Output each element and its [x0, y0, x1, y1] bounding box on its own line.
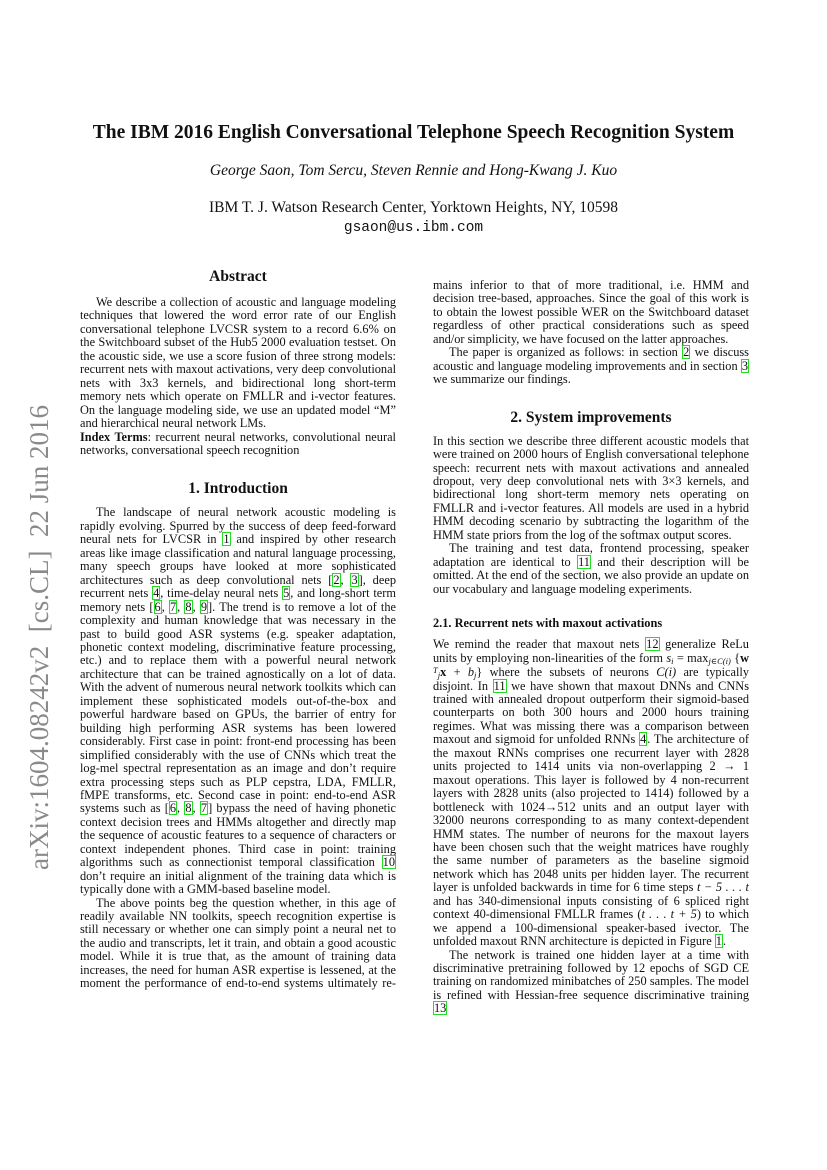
authors: George Saon, Tom Sercu, Steven Rennie and Hong-Kwang J. Kuo [209, 162, 618, 179]
text-run: The network is trained one hidden layer at a time with discriminative pretraining followed by 12 epochs of SGD CE training on randomized minibatches of 250 samples. The model is refined with Hessian-free sequence discriminative training [433, 947, 749, 1002]
text-run: { [730, 650, 741, 665]
text-run: We remind the reader that maxout nets [433, 637, 646, 652]
text-run: The above points beg the question whether, in this age of readily available NN toolkits, speech recognition expertise is still necessary or whether one can simply point a neural net to the audio and transcripts, let it train, and obtain a good acoustic model. While it is true that, as the amount of training data increases, the need for human ASR expertise is lessened, at the moment the performance of end-to-end systems ultimately re- [80, 895, 396, 991]
math: s [666, 650, 672, 665]
paragraph [433, 346, 749, 386]
paper-title: The IBM 2016 English Conversational Telephone Speech Recognition System [92, 122, 735, 143]
citation-link[interactable]: 4 [640, 732, 647, 747]
text-run: } where the subsets of neurons [476, 664, 657, 679]
text-run: ], deep recurrent nets [80, 572, 396, 601]
text-run: + [446, 664, 468, 679]
math-subscript: i [671, 655, 674, 666]
paragraph [433, 279, 749, 346]
math-subscript: j∈C(i) [708, 655, 731, 666]
text-run: and inspired by other research areas like image classification and natural language processing, many speech groups have looked at more sophisticated architectures such as deep convolutional nets [ [80, 532, 396, 587]
math: b [467, 664, 474, 679]
left-column [80, 268, 396, 991]
text-run: The landscape of neural network acoustic modeling is rapidly evolving. Spurred by the success of deep feed-forward neural nets for LVCSR in [80, 505, 396, 547]
paragraph [433, 435, 749, 543]
email[interactable]: gsaon@us.ibm.com [343, 220, 484, 236]
citation-link[interactable]: 10 [382, 855, 395, 870]
citation-link[interactable]: 6 [169, 801, 177, 816]
math: C(i) [656, 664, 677, 679]
index-terms [80, 431, 396, 458]
text-run: , [177, 801, 185, 816]
citation-link[interactable]: 2 [333, 572, 340, 587]
text-run: and has 340-dimensional inputs consisting of 6 spliced right context 40-dimensional FMLLR frames ( [433, 893, 749, 922]
text-run: The paper is organized as follows: in section [449, 345, 683, 360]
math-subscript: j [474, 669, 477, 680]
text-run: and their description will be omitted. At the end of the section, we also provide an update on our vocabulary and language modeling experiments. [433, 554, 749, 596]
text-run: ] bypass the need of having phonetic context decision trees and HMMs altogether and directly map the sequence of acoustic features to a sequence of characters or context independent phones. Third case in point: training algorithms such as connectionist temporal classification [80, 801, 397, 870]
text-run: , and long-short term memory nets [ [80, 586, 396, 614]
index-terms-text: : recurrent neural networks, convolutional neural networks, conversational speech recognition [80, 429, 396, 457]
system-improvements-heading: 2. System improvements [510, 408, 672, 426]
text-run: we have shown that maxout DNNs and CNNs trained with annealed dropout outperform their sigmoid-based counterparts on both 300 hours and 2000 hours training regimes. What was missing there was a comparison between maxout and sigmoid for unfolded RNNs [433, 678, 749, 747]
math-subscript: j [437, 669, 441, 680]
math: t . . . t + 5 [641, 907, 697, 922]
citation-link[interactable]: 5 [283, 586, 290, 601]
citation-link[interactable]: 9 [200, 599, 208, 614]
text-run: . [722, 934, 727, 949]
text-run: , [340, 572, 351, 587]
math-vector: w [740, 650, 750, 665]
maxout-body [433, 638, 749, 1016]
citation-link[interactable]: 3 [741, 358, 748, 373]
system-improvements-body [433, 435, 749, 596]
citation-link[interactable]: 12 [646, 637, 659, 652]
citation-link[interactable]: 11 [493, 678, 506, 693]
text-run: , [177, 599, 185, 614]
citation-link[interactable]: 1 [223, 532, 230, 547]
citation-link[interactable]: 13 [434, 1001, 447, 1016]
citation-link[interactable]: 3 [351, 572, 358, 587]
text-run: we discuss acoustic and language modeling improvements and in section [433, 345, 749, 373]
citation-link[interactable]: 7 [169, 599, 177, 614]
text-run: generalize ReLu units by employing non-linearities of the form [433, 637, 749, 665]
text-run: don’t require an initial alignment of the training data which is typically done with a GMM-based baseline model. [80, 868, 396, 897]
index-terms-label: Index Terms [80, 429, 148, 444]
right-column [433, 279, 749, 1016]
paragraph [80, 897, 396, 991]
citation-link[interactable]: 1 [715, 934, 722, 949]
paragraph [80, 506, 396, 896]
text-run: In this section we describe three different acoustic models that were trained on 2000 hours of English conversational telephone speech: recurrent nets with maxout activations and annealed dropout, very deep convolutional nets with 3×3 kernels, and bidirectional long short-term memory nets operating on FMLLR and i-vector features. All models are used in a hybrid HMM decoding scenario by subtracting the logarithm of the HMM state priors from the log of the softmax output scores. [433, 433, 749, 542]
arxiv-identifier: arXiv:1604.08242v2 [cs.CL] 22 Jun 2016 [24, 405, 54, 870]
paragraph [433, 542, 749, 596]
maxout-heading: 2.1. Recurrent nets with maxout activations [433, 616, 663, 631]
text-run: ) to which we append a 100-dimensional speaker-based ivector. The unfolded maxout RNN architecture is depicted in Figure [433, 907, 749, 949]
text-run: we summarize our findings. [433, 372, 571, 387]
text-run: , [192, 801, 200, 816]
intro-body [80, 506, 396, 990]
citation-link[interactable]: 4 [153, 586, 160, 601]
text-run: mains inferior to that of more traditional, i.e. HMM and decision tree-based, approaches. Since the goal of this work is to obtain the lowest possible WER on the Switchboard dataset regardless of other practical considerations such as speed and/or simplicity, we have focused on the latter approaches. [433, 278, 749, 346]
text-run: , [192, 599, 200, 614]
text-run: . The architecture of the maxout RNNs comprises one recurrent layer with 2828 units projected to 1414 units via non-overlapping 2 → 1 maxout operations. This layer is followed by 4 non-recurrent layers with 2828 units (also projected to 1414) followed by a bottleneck with 1024→512 units and an output layer with 32000 neurons corresponding to as many context-dependent HMM states. The number of neurons for the maxout layers have been chosen such that the weight matrices have roughly the same number of parameters as the baseline sigmoid network which has 2048 units per hidden layer. The recurrent layer is unfolded backwards in time for 6 time steps [433, 732, 750, 895]
text-run: are typically disjoint. In [433, 664, 750, 693]
citation-link[interactable]: 8 [185, 599, 192, 614]
paragraph [433, 949, 749, 1016]
intro-continued [433, 279, 749, 387]
abstract-heading: Abstract [209, 268, 267, 285]
citation-link[interactable]: 6 [154, 599, 161, 614]
text-run: ]. The trend is to remove a lot of the complexity and human knowledge that was necessary in the past to build good ASR systems (e.g. speaker adaptation, phonetic context modeling, discriminative feature processing, etc.) and to replace them with a powerful neural network architecture that can be trained agnostically on a lot of data. With the advent of numerous neural network toolkits which can implement these sophisticated models out-of-the-box and powerful hardware based on GPUs, the barrier of entry for building high performing ASR systems has been lowered considerably. First case in point: front-end processing has been simplified considerably with the use of CNNs which treat the log-mel spectral representation as an image and don’t require extra processing steps such as PLP cepstra, LDA, FMLLR, fMPE transforms, etc. Second case in point: end-to-end ASR systems such as [ [80, 599, 397, 816]
text-run: = max [673, 650, 709, 665]
intro-heading: 1. Introduction [188, 480, 288, 498]
math-superscript: T [433, 664, 438, 675]
math: t − 5 . . . t [696, 880, 749, 895]
citation-link[interactable]: 7 [200, 801, 208, 816]
affiliation: IBM T. J. Watson Research Center, Yorktown Heights, NY, 10598 [208, 199, 618, 216]
text-run: , time-delay neural nets [160, 586, 283, 601]
text-run: The training and test data, frontend processing, speaker adaptation are identical to [433, 541, 749, 569]
citation-link[interactable]: 11 [578, 554, 590, 569]
math-vector: x [440, 664, 447, 679]
citation-link[interactable]: 8 [185, 801, 192, 816]
paragraph [433, 638, 749, 949]
citation-link[interactable]: 2 [683, 345, 690, 360]
text-run: , [161, 599, 169, 614]
abstract-text: We describe a collection of acoustic and language modeling techniques that lowered the word error rate of our English conversational telephone LVCSR system to a record 6.6% on the Switchboard subset of the Hub5 2000 evaluation testset. On the acoustic side, we use a score fusion of three strong models: recurrent nets with maxout activations, very deep convolutional nets with 3x3 kernels, and bidirectional long short-term memory nets which operate on FMLLR and i-vector features. On the language modeling side, we use an updated model “M” and hierarchical neural network LMs. [80, 295, 396, 431]
